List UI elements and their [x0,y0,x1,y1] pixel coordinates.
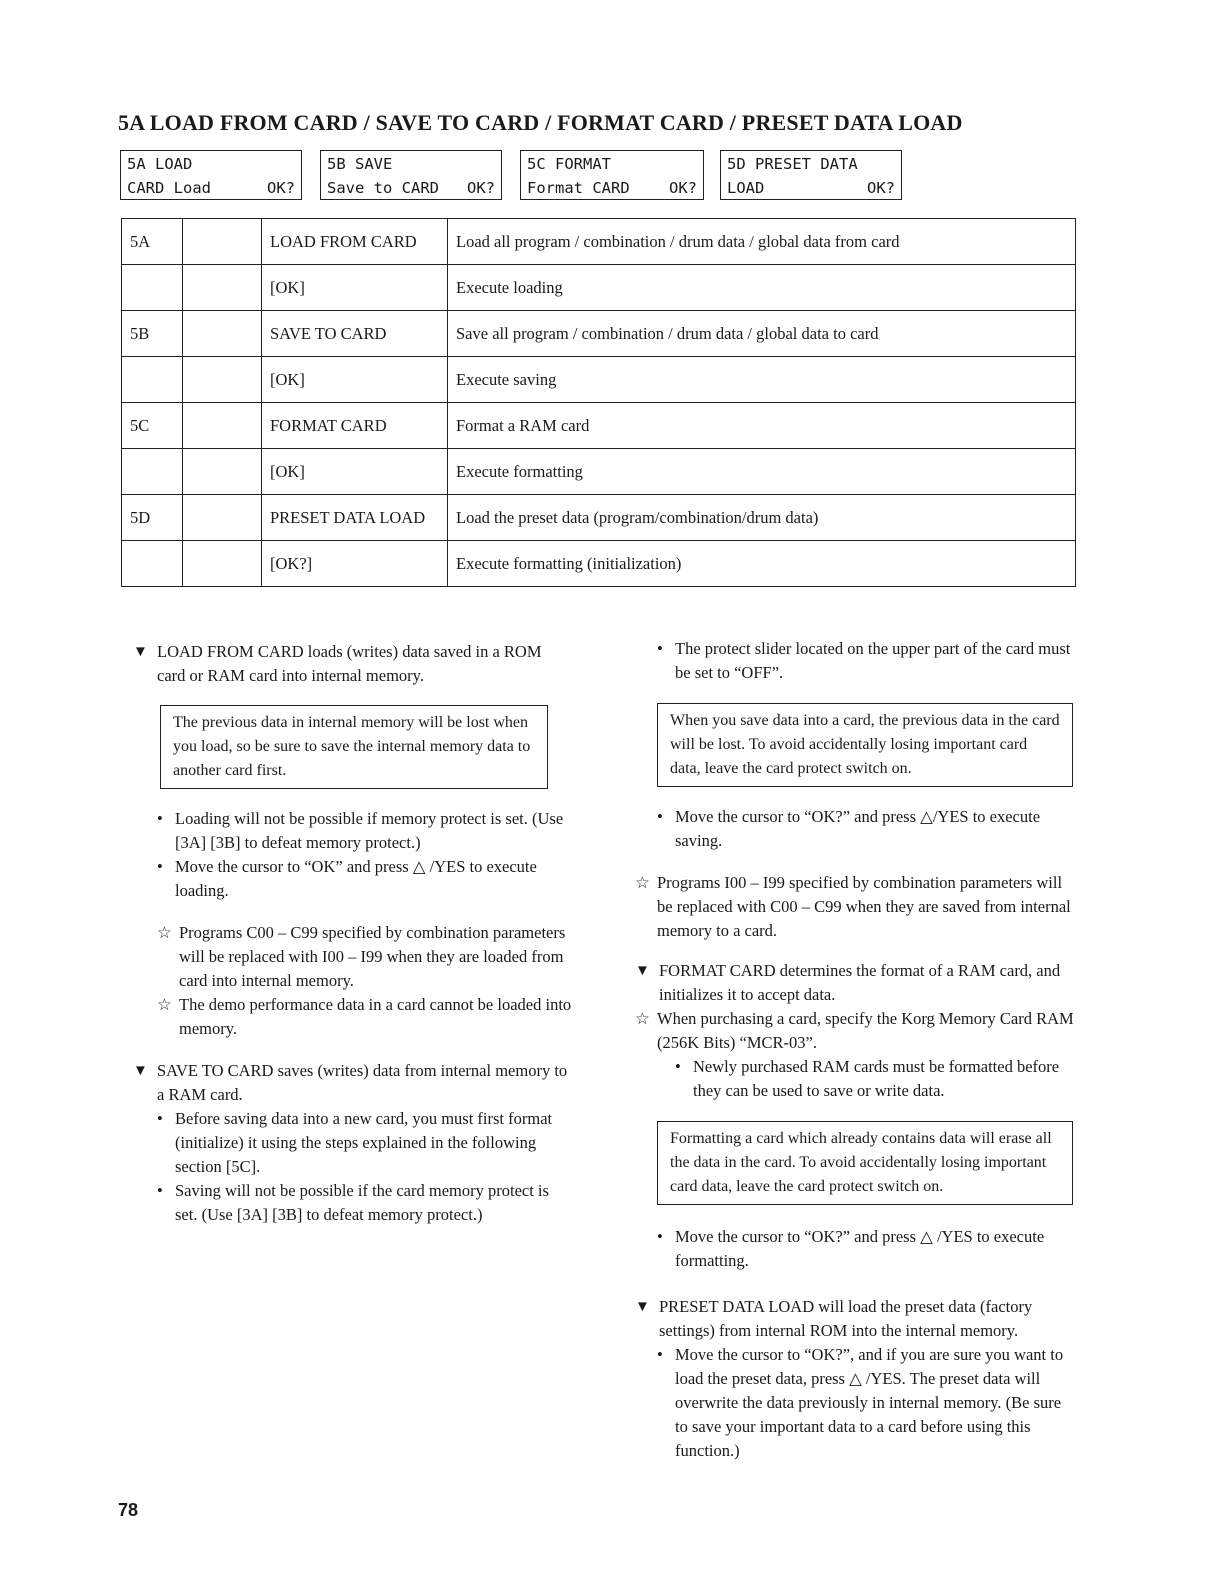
list-item [657,1225,1075,1273]
right-column [635,637,1075,1463]
description-cell: Execute loading [448,265,1076,311]
table-row [122,449,1076,495]
save-bullet-text: Saving will not be possible if the card memory protect is set. (Use [3A] [3B] to defeat memory protect.) [175,1181,549,1224]
lcd-line1: 5A LOAD [127,155,193,173]
lcd-line1: 5B SAVE [327,155,393,173]
list-item [157,807,573,855]
load-warning-box [160,705,548,789]
bullet-icon: • [157,857,163,876]
lcd-line1: 5D PRESET DATA [727,155,858,173]
load-warning-text: The previous data in internal memory will be lost when you load, so be sure to save the internal memory data to another card first. [173,714,531,779]
description-cell: Execute formatting (initialization) [448,541,1076,587]
list-item [657,637,1075,685]
lcd-line2-left: LOAD [727,179,765,197]
bullet-icon: • [657,807,663,826]
parameter-cell: PRESET DATA LOAD [262,495,448,541]
bullet-icon: • [157,1109,163,1128]
save-heading-text: SAVE TO CARD saves (writes) data from internal memory to a RAM card. [157,1061,568,1104]
parameter-cell: SAVE TO CARD [262,311,448,357]
list-item [157,1179,573,1227]
parameter-cell: [OK] [262,357,448,403]
table-row [122,311,1076,357]
save-bullet-text: Move the cursor to “OK?” and press △/YES to execute saving. [675,807,1041,850]
format-sub-text: Newly purchased RAM cards must be formatted before they can be used to save or write data. [693,1057,1060,1100]
load-note-text: The demo performance data in a card cannot be loaded into memory. [179,995,572,1038]
list-item [157,855,573,903]
format-section-heading [635,959,1075,1007]
star-icon: ☆ [635,873,650,892]
save-section-heading [133,1059,573,1107]
table-row [122,495,1076,541]
page-number: 78 [118,1500,139,1520]
bullet-icon: • [657,639,663,658]
table-row [122,219,1076,265]
preset-heading-text: PRESET DATA LOAD will load the preset data (factory settings) from internal ROM into the internal memory. [659,1297,1033,1340]
table-row [122,265,1076,311]
list-item [675,1055,1075,1103]
parameter-cell: [OK] [262,265,448,311]
format-heading-text: FORMAT CARD determines the format of a RAM card, and initializes it to accept data. [659,961,1061,1004]
list-item [635,871,1075,943]
lcd-line2-left: CARD Load [127,179,211,197]
page-cell: 5A [122,219,183,265]
lcd-line2-right: OK? [467,179,495,197]
left-column [133,640,573,1227]
lcd-line2-right: OK? [267,179,295,197]
page-cell [122,449,183,495]
description-cell: Save all program / combination / drum data / global data to card [448,311,1076,357]
parameter-cell: FORMAT CARD [262,403,448,449]
list-item [657,805,1075,853]
lcd-screen-5c [520,150,704,200]
load-heading-text: LOAD FROM CARD loads (writes) data saved in a ROM card or RAM card into internal memory. [157,642,542,685]
save-bullet-text: Before saving data into a new card, you must first format (initialize) it using the steps explained in the following section [5C]. [175,1109,553,1176]
page-cell [122,357,183,403]
description-cell: Load all program / combination / drum data / global data from card [448,219,1076,265]
table-row [122,541,1076,587]
list-item [157,921,573,993]
save-warning-text: When you save data into a card, the previous data in the card will be lost. To avoid accidentally losing important card data, leave the card protect switch on. [670,712,1060,777]
parameter-cell: [OK?] [262,541,448,587]
preset-bullet-text: Move the cursor to “OK?”, and if you are sure you want to load the preset data, press △ /YES. The preset data will overwrite the data previously in internal memory. (Be sure to save your important data to a card before using this function.) [675,1345,1064,1460]
load-section-heading [133,640,573,688]
list-item [157,993,573,1041]
save-note-text: Programs I00 – I99 specified by combination parameters will be replaced with C00 – C99 when they are saved from internal memory to a card. [657,873,1071,940]
format-warning-box [657,1121,1073,1205]
star-icon: ☆ [157,923,172,942]
page-title: 5A LOAD FROM CARD / SAVE TO CARD / FORMAT CARD / PRESET DATA LOAD [118,110,963,135]
star-icon: ☆ [157,995,172,1014]
sub-cell [183,541,262,587]
page-cell [122,541,183,587]
page-cell: 5B [122,311,183,357]
format-bullet-text: Move the cursor to “OK?” and press △ /YES to execute formatting. [675,1227,1045,1270]
save-warning-box [657,703,1073,787]
lcd-line2-right: OK? [867,179,895,197]
bullet-icon: • [657,1345,663,1364]
list-item [657,1343,1075,1463]
description-cell: Load the preset data (program/combination/drum data) [448,495,1076,541]
star-icon: ☆ [635,1009,650,1028]
lcd-screen-5b [320,150,502,200]
sub-cell [183,219,262,265]
sub-cell [183,357,262,403]
triangle-marker-icon: ▼ [133,644,148,660]
parameter-cell: LOAD FROM CARD [262,219,448,265]
table-row [122,403,1076,449]
bullet-icon: • [675,1057,681,1076]
bullet-icon: • [657,1227,663,1246]
sub-cell [183,265,262,311]
sub-cell [183,449,262,495]
lcd-line2-left: Format CARD [527,179,630,197]
lcd-line2-left: Save to CARD [327,179,439,197]
bullet-icon: • [157,809,163,828]
page-cell: 5C [122,403,183,449]
sub-cell [183,311,262,357]
lcd-line1: 5C FORMAT [527,155,611,173]
sub-cell [183,495,262,541]
page-cell: 5D [122,495,183,541]
sub-cell [183,403,262,449]
parameter-table [121,218,1076,587]
parameter-cell: [OK] [262,449,448,495]
preset-section-heading [635,1295,1075,1343]
lcd-screen-5d [720,150,902,200]
load-bullet-text: Move the cursor to “OK” and press △ /YES to execute loading. [175,857,537,900]
lcd-line2-right: OK? [669,179,697,197]
description-cell: Execute formatting [448,449,1076,495]
triangle-marker-icon: ▼ [635,963,650,979]
list-item [157,1107,573,1179]
triangle-marker-icon: ▼ [635,1299,650,1315]
load-note-text: Programs C00 – C99 specified by combination parameters will be replaced with I00 – I99 when they are loaded from card into internal memory. [179,923,566,990]
description-cell: Format a RAM card [448,403,1076,449]
table-row [122,357,1076,403]
list-item [635,1007,1075,1055]
load-bullet-text: Loading will not be possible if memory protect is set. (Use [3A] [3B] to defeat memory protect.) [175,809,564,852]
format-warning-text: Formatting a card which already contains data will erase all the data in the card. To avoid accidentally losing important card data, leave the card protect switch on. [670,1130,1052,1195]
bullet-icon: • [157,1181,163,1200]
protect-bullet-text: The protect slider located on the upper part of the card must be set to “OFF”. [675,639,1071,682]
lcd-screen-5a [120,150,302,200]
page-cell [122,265,183,311]
format-note-text: When purchasing a card, specify the Korg Memory Card RAM (256K Bits) “MCR-03”. [657,1009,1074,1052]
triangle-marker-icon: ▼ [133,1063,148,1079]
description-cell: Execute saving [448,357,1076,403]
